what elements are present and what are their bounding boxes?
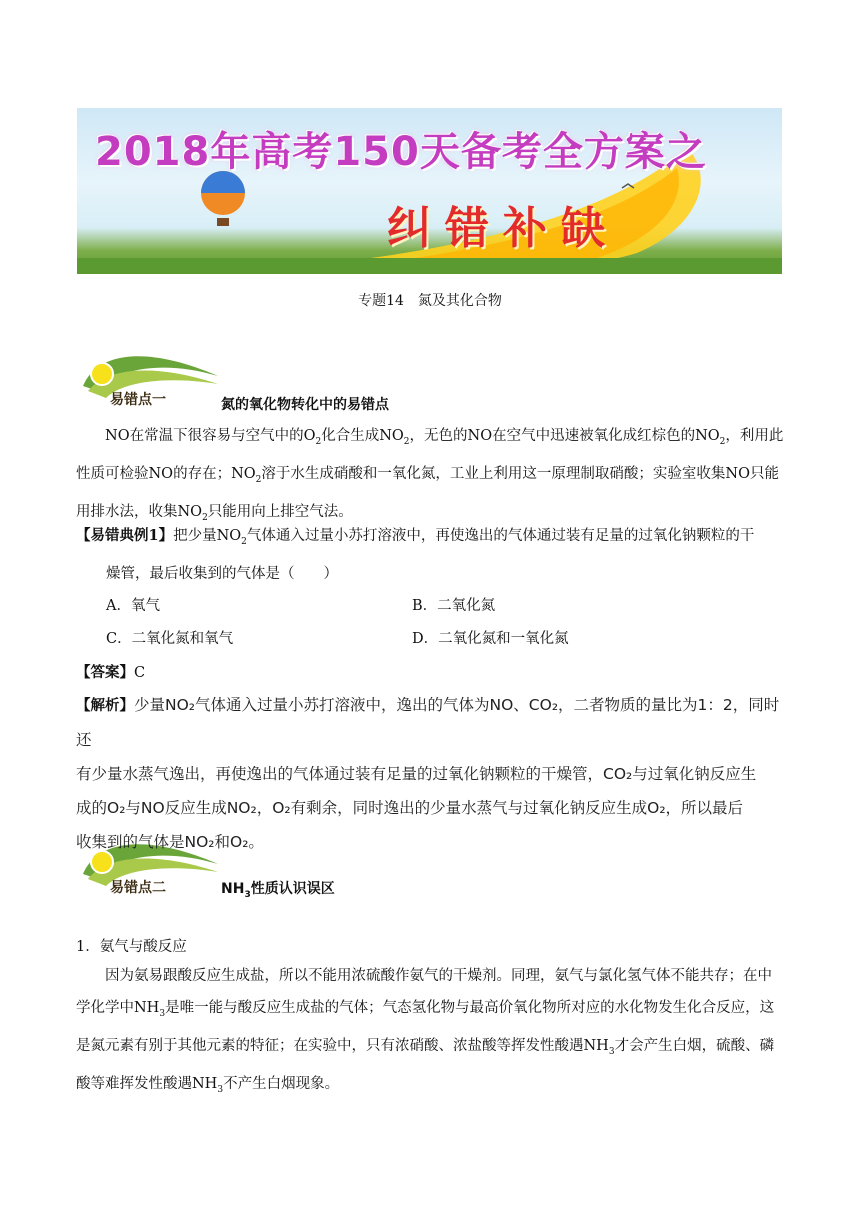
subheading: 1．氨气与酸反应: [76, 939, 187, 955]
banner-title: 2018年高考150天备考全方案之: [95, 129, 707, 175]
option-a: A．氧气: [106, 598, 160, 614]
topic-title: 专题14 氮及其化合物: [358, 293, 502, 309]
svg-text:易错点一: 易错点一: [110, 392, 166, 408]
option-c: C．二氧化氮和氧气: [106, 631, 234, 647]
section-heading: 氮的氧化物转化中的易错点: [221, 397, 389, 413]
section-logo-icon: [78, 346, 228, 408]
banner-subtitle: 纠错补缺: [387, 203, 619, 254]
option-d: D．二氧化氮和一氧化氮: [412, 631, 569, 647]
example-label: 【易错典例1】: [76, 527, 174, 544]
example-question: 【易错典例1】把少量$NO_2$气体通入过量小苏打溶液中，再使逸出的气体通过装有足量的过氧化钠颗粒的干 燥管，最后收集到的气体是（ ）: [76, 527, 755, 582]
section-heading: $NH_3$性质认识误区: [221, 881, 335, 900]
analysis-block: 【解析】少量NO₂气体通入过量小苏打溶液中，逸出的气体为NO、CO₂，二者物质的量比为1：2，同时还 有少量水蒸气逸出，再使逸出的气体通过装有足量的过氧化钠颗粒的干燥管，CO₂与过氧化钠反应生 成的O₂与NO反应生成NO₂，O₂有剩余，同时逸出的少量水蒸气与过氧化钠反应生成O₂，所以最后 收集到的气体是NO₂和O₂。: [76, 696, 780, 851]
analysis-label: 【解析】: [76, 697, 134, 714]
option-b: B．二氧化氮: [412, 598, 496, 614]
answer: 【答案】C: [76, 664, 146, 681]
paragraph: 因为氨易跟酸反应生成盐，所以不能用浓硫酸作氨气的干燥剂。同理，氨气与氯化氢气体不能共存；在中学化学中$NH_3$是唯一能与酸反应生成盐的气体；气态氢化物与最高价氧化物所对应的水化物发生化合反应，这是氮元素有别于其他元素的特征；在实验中，只有浓硝酸、浓盐酸等挥发性酸遇$NH_3$才会产生白烟，硫酸、磷酸等难挥发性酸遇$NH_3$不产生白烟现象。: [76, 968, 775, 1095]
header-banner: [77, 108, 782, 274]
paragraph: NO在常温下很容易与空气中的$O_2$化合生成$NO_2$，无色的NO在空气中迅速被氧化成红棕色的$NO_2$，利用此性质可检验NO的存在；$NO_2$溶于水生成硝酸和一氧化氮，工业上利用这一原理制取硝酸；实验室收集NO只能用排水法，收集$NO_2$只能用向上排空气法。: [76, 428, 784, 523]
svg-text:易错点二: 易错点二: [110, 880, 166, 896]
